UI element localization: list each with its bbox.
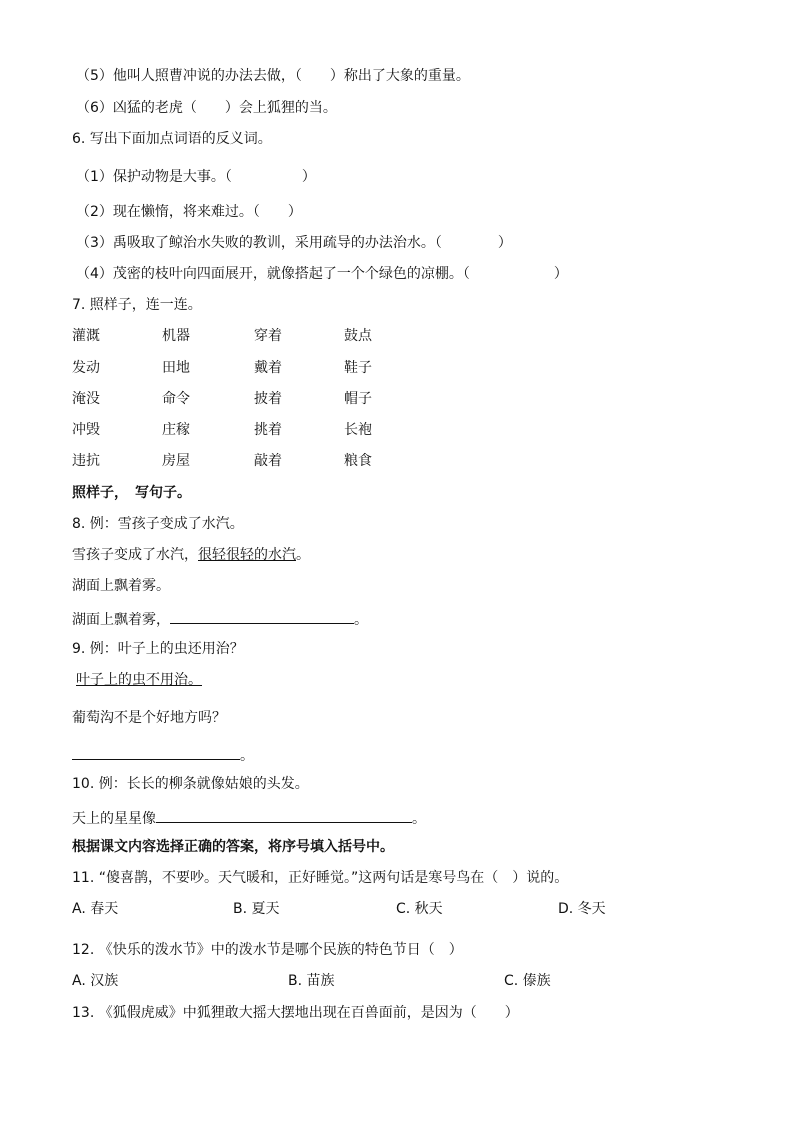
match-word[interactable]: 庄稼 — [162, 422, 190, 438]
question-7-title: 7. 照样子，连一连。 — [72, 297, 202, 313]
answer-lead: 天上的星星像 — [72, 811, 156, 827]
answer-blank[interactable] — [170, 607, 354, 624]
match-word[interactable]: 命令 — [162, 391, 190, 407]
example-lead: 雪孩子变成了水汽， — [72, 547, 198, 563]
antonym-item-3: （3）禹吸取了鲸治水失败的教训，采用疏导的办法治水。（ ） — [76, 235, 512, 251]
match-word[interactable]: 鞋子 — [344, 360, 372, 376]
match-word[interactable]: 戴着 — [254, 360, 282, 376]
answer-end: 。 — [240, 748, 254, 764]
question-8-answer-line — [72, 607, 368, 630]
question-12-text: 12. 《快乐的泼水节》中的泼水节是哪个民族的特色节日（ ） — [72, 942, 463, 958]
match-word[interactable]: 挑着 — [254, 422, 282, 438]
question-9-prompt: 葡萄沟不是个好地方吗？ — [72, 710, 226, 726]
option-c[interactable]: C. 秋天 — [396, 901, 443, 917]
answer-lead: 湖面上飘着雾， — [72, 612, 170, 628]
option-a[interactable]: A. 汉族 — [72, 973, 119, 989]
question-10-example: 10. 例：长长的柳条就像姑娘的头发。 — [72, 776, 309, 792]
match-word[interactable]: 鼓点 — [344, 328, 372, 344]
fill-item-6: （6）凶猛的老虎（ ）会上狐狸的当。 — [76, 100, 337, 116]
match-word[interactable]: 敲着 — [254, 453, 282, 469]
question-9-example-answer — [72, 670, 208, 690]
option-b[interactable]: B. 苗族 — [288, 973, 335, 989]
question-8-example-answer — [72, 545, 310, 565]
match-word[interactable]: 房屋 — [162, 453, 190, 469]
antonym-item-2: （2）现在懒惰，将来难过。（ ） — [76, 204, 302, 220]
match-word[interactable]: 粮食 — [344, 453, 372, 469]
antonym-item-1: （1）保护动物是大事。（ ） — [76, 169, 316, 185]
question-6-title: 6. 写出下面加点词语的反义词。 — [72, 131, 272, 147]
match-word[interactable]: 淹没 — [72, 391, 100, 407]
question-10-answer-line — [72, 806, 426, 829]
question-8-prompt: 湖面上飘着雾。 — [72, 578, 170, 594]
match-word[interactable]: 违抗 — [72, 453, 100, 469]
answer-blank[interactable] — [72, 743, 240, 760]
answer-end: 。 — [354, 612, 368, 628]
option-b[interactable]: B. 夏天 — [233, 901, 280, 917]
section-heading-multiple-choice: 根据课文内容选择正确的答案，将序号填入括号中。 — [72, 839, 394, 855]
question-8-example: 8. 例：雪孩子变成了水汽。 — [72, 516, 244, 532]
match-word[interactable]: 机器 — [162, 328, 190, 344]
match-word[interactable]: 田地 — [162, 360, 190, 376]
question-13-text: 13. 《狐假虎威》中狐狸敢大摇大摆地出现在百兽面前，是因为（ ） — [72, 1005, 519, 1021]
answer-blank[interactable] — [156, 806, 412, 823]
match-word[interactable]: 帽子 — [344, 391, 372, 407]
option-d[interactable]: D. 冬天 — [558, 901, 606, 917]
match-word[interactable]: 冲毁 — [72, 422, 100, 438]
example-underlined: 叶子上的虫不用治。 — [76, 672, 202, 688]
match-word[interactable]: 灌溉 — [72, 328, 100, 344]
question-9-example: 9. 例：叶子上的虫还用治？ — [72, 641, 244, 657]
fill-item-5: （5）他叫人照曹冲说的办法去做，（ ）称出了大象的重量。 — [76, 68, 470, 84]
match-word[interactable]: 穿着 — [254, 328, 282, 344]
section-heading-write-sentences: 照样子， 写句子。 — [72, 485, 191, 501]
option-c[interactable]: C. 傣族 — [504, 973, 551, 989]
match-word[interactable]: 披着 — [254, 391, 282, 407]
example-underlined: 很轻很轻的水汽 — [198, 547, 296, 563]
question-9-answer-line — [72, 743, 254, 766]
match-word[interactable]: 长袍 — [344, 422, 372, 438]
answer-end: 。 — [412, 811, 426, 827]
option-a[interactable]: A. 春天 — [72, 901, 119, 917]
match-word[interactable]: 发动 — [72, 360, 100, 376]
question-11-text: 11. “傻喜鹊，不要吵。天气暖和，正好睡觉。”这两句话是寒号鸟在（ ）说的。 — [72, 870, 569, 886]
antonym-item-4: （4）茂密的枝叶向四面展开，就像搭起了一个个绿色的凉棚。（ ） — [76, 266, 568, 282]
example-end: 。 — [296, 547, 310, 563]
